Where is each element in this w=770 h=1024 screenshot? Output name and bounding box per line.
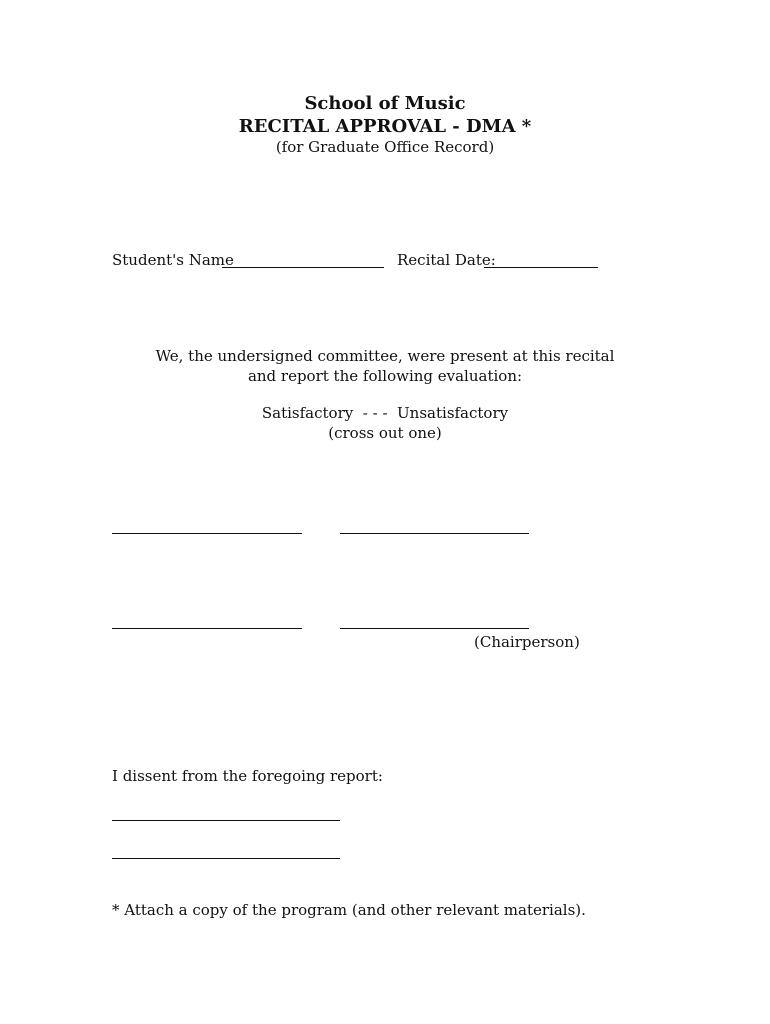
dissent-label: I dissent from the foregoing report: xyxy=(112,767,383,785)
evaluation-instruction: (cross out one) xyxy=(328,424,442,442)
form-subtitle: RECITAL APPROVAL - DMA * xyxy=(238,116,532,137)
statement-line-2: and report the following evaluation: xyxy=(247,367,523,385)
signature-line-1[interactable] xyxy=(112,533,302,534)
student-name-label: Student's Name xyxy=(112,251,234,269)
page-title: School of Music xyxy=(304,93,466,114)
recital-date-field[interactable] xyxy=(484,267,598,268)
dissent-signature-line-1[interactable] xyxy=(112,820,340,821)
chairperson-label: (Chairperson) xyxy=(474,633,580,651)
attachment-note: * Attach a copy of the program (and other relevant materials). xyxy=(112,901,586,919)
signature-line-2[interactable] xyxy=(340,533,529,534)
signature-line-3[interactable] xyxy=(112,628,302,629)
student-name-field[interactable] xyxy=(222,267,384,268)
form-note: (for Graduate Office Record) xyxy=(275,138,495,156)
statement-line-1: We, the undersigned committee, were present at this recital xyxy=(155,347,615,365)
recital-date-label: Recital Date: xyxy=(397,251,496,269)
evaluation-options[interactable]: Satisfactory - - - Unsatisfactory xyxy=(261,404,509,422)
dissent-signature-line-2[interactable] xyxy=(112,858,340,859)
chairperson-signature-line[interactable] xyxy=(340,628,529,629)
